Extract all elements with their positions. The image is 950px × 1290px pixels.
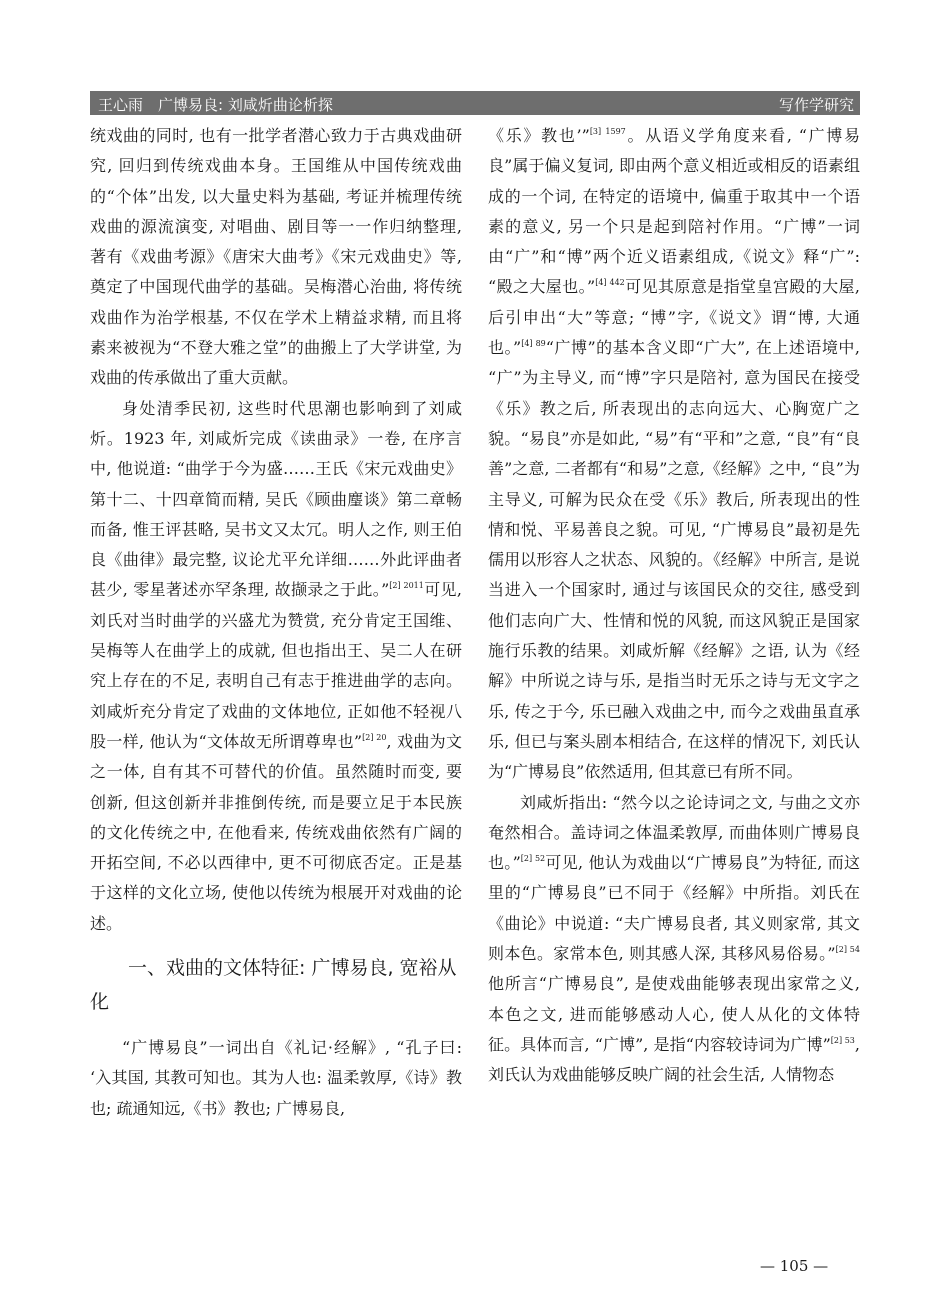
right-column [488, 121, 860, 1091]
section-heading: 一、戏曲的文体特征: 广博易良, 宽裕从化 [90, 957, 457, 1014]
paragraph: 统戏曲的同时, 也有一批学者潜心致力于古典戏曲研究, 回归到传统戏曲本身。王国维从中国传统戏曲的“个体”出发, 以大量史料为基础, 考证并梳理传统戏曲的源流演变, 对唱曲、剧目等一一作归纳整理, 著有《戏曲考源》《唐宋大曲考》《宋元戏曲史》等, 奠定了中国现代曲学的基础。吴梅潜心治曲, 将传统戏曲作为治学根基, 不仅在学术上精益求精, 而且将素来被视为“不登大雅之堂”的曲搬上了大学讲堂, 为戏曲的传承做出了重大贡献。 [90, 126, 462, 388]
citation: [3] 1597 [589, 127, 626, 136]
citation: [2] 54 [835, 945, 860, 955]
header-journal-name: 写作学研究 [778, 96, 854, 114]
paragraph: “广博易良”一词出自《礼记·经解》, “孔子曰: ‘入其国, 其教可知也。其为人也: 温柔敦厚,《诗》教也; 疏通知远,《书》教也; 广博易良, [90, 1038, 462, 1118]
left-column [90, 121, 462, 1124]
citation: [2] 53 [830, 1035, 855, 1045]
page-number: — 105 — [760, 1257, 829, 1275]
citation: [4] 442 [595, 278, 625, 288]
paragraph: 《乐》教也’”$^{[3] 1597}$。从语义学角度来看, “广博易良”属于偏义复词, 即由两个意义相近或相反的语素组成的一个词, 在特定的语境中, 偏重于取其中一个语素的意义, 另一个只是起到陪衬作用。“广博”一词由“广”和“博”两个近义语素组成,《说文》释“广”: “殿之大屋也。”$^{[4] 442}$可见其原意是指堂皇宫殿的大屋, 后引申出“大”等意; “博”字,《说文》谓“博, 大通也。”$^{[4] 89}$“广博”的基本含义即“广大”, 在上述语境中, “广”为主导义, 而“博”字只是陪衬, 意为国民在接受《乐》教之后, 所表现出的志向远大、心胸宽广之貌。“易良”亦是如此, “易”有“平和”之意, “良”有“良善”之意, 二者都有“和易”之意,《经解》之中, “良”为主导义, 可解为民众在受《乐》教后, 所表现出的性情和悦、平易善良之貌。可见, “广博易良”最初是先儒用以形容人之状态、风貌的。《经解》中所言, 是说当进入一个国家时, 通过与该国民众的交往, 感受到他们志向广大、性情和悦的风貌, 而这风貌正是国家施行乐教的结果。刘咸炘解《经解》之语, 认为《经解》中所说之诗与乐, 是指当时无乐之诗与无文字之乐, 传之于今, 乐已融入戏曲之中, 而今之戏曲虽直承乐, 但已与案头剧本相结合, 在这样的情况下, 刘氏认为“广博易良”依然适用, 但其意已有所不同。 [488, 126, 861, 782]
citation: [2] 2011 [389, 581, 424, 591]
citation: [4] 89 [521, 339, 546, 349]
paragraph: 身处清季民初, 这些时代思潮也影响到了刘咸炘。1923 年, 刘咸炘完成《读曲录》一卷, 在序言中, 他说道: “曲学于今为盛……王氏《宋元戏曲史》第十二、十四章简而精, 吴氏《顾曲麈谈》第二章畅而备, 惟王评甚略, 吴书文又太冗。明人之作, 则王伯良《曲律》最完整, 议论尤平允详细……外此评曲者甚少, 零星著述亦罕条理, 故撷录之于此。”$^{[2] 2011}$可见, 刘氏对当时曲学的兴盛尤为赞赏, 充分肯定王国维、吴梅等人在曲学上的成就, 但也指出王、吴二人在研究上存在的不足, 表明自己有志于推进曲学的志向。刘咸炘充分肯定了戏曲的文体地位, 正如他不轻视八股一样, 他认为“文体故无所谓尊卑也”$^{[2] 20}$, 戏曲为文之一体, 自有其不可替代的价值。虽然随时而变, 要创新, 但这创新并非推倒传统, 而是要立足于本民族的文化传统之中, 在他看来, 传统戏曲依然有广阔的开拓空间, 不必以西律中, 更不可彻底否定。正是基于这样的文化立场, 使他以传统为根展开对戏曲的论述。 [90, 398, 462, 933]
paragraph: 刘咸炘指出: “然今以之论诗词之文, 与曲之文亦奄然相合。盖诗词之体温柔敦厚, 而曲体则广博易良也。”$^{[2] 52}$可见, 他认为戏曲以“广博易良”为特征, 而这里的“广博易良”已不同于《经解》中所指。刘氏在《曲论》中说道: “夫广博易良者, 其义则家常, 其文则本色。家常本色, 则其感人深, 其移风易俗易。”$^{[2] 54}$他所言“广博易良”, 是使戏曲能够表现出家常之义, 本色之文, 进而能够感动人心, 使人从化的文体特征。具体而言, “广博”, 是指“内容较诗词为广博”$^{[2] 53}$, 刘氏认为戏曲能够反映广阔的社会生活, 人情物态 [488, 792, 860, 1085]
citation: [2] 20 [362, 732, 387, 742]
header-author-title: 王心雨 广博易良: 刘咸炘曲论析探 [98, 96, 333, 114]
running-header [90, 91, 860, 115]
citation: [2] 52 [520, 854, 546, 864]
